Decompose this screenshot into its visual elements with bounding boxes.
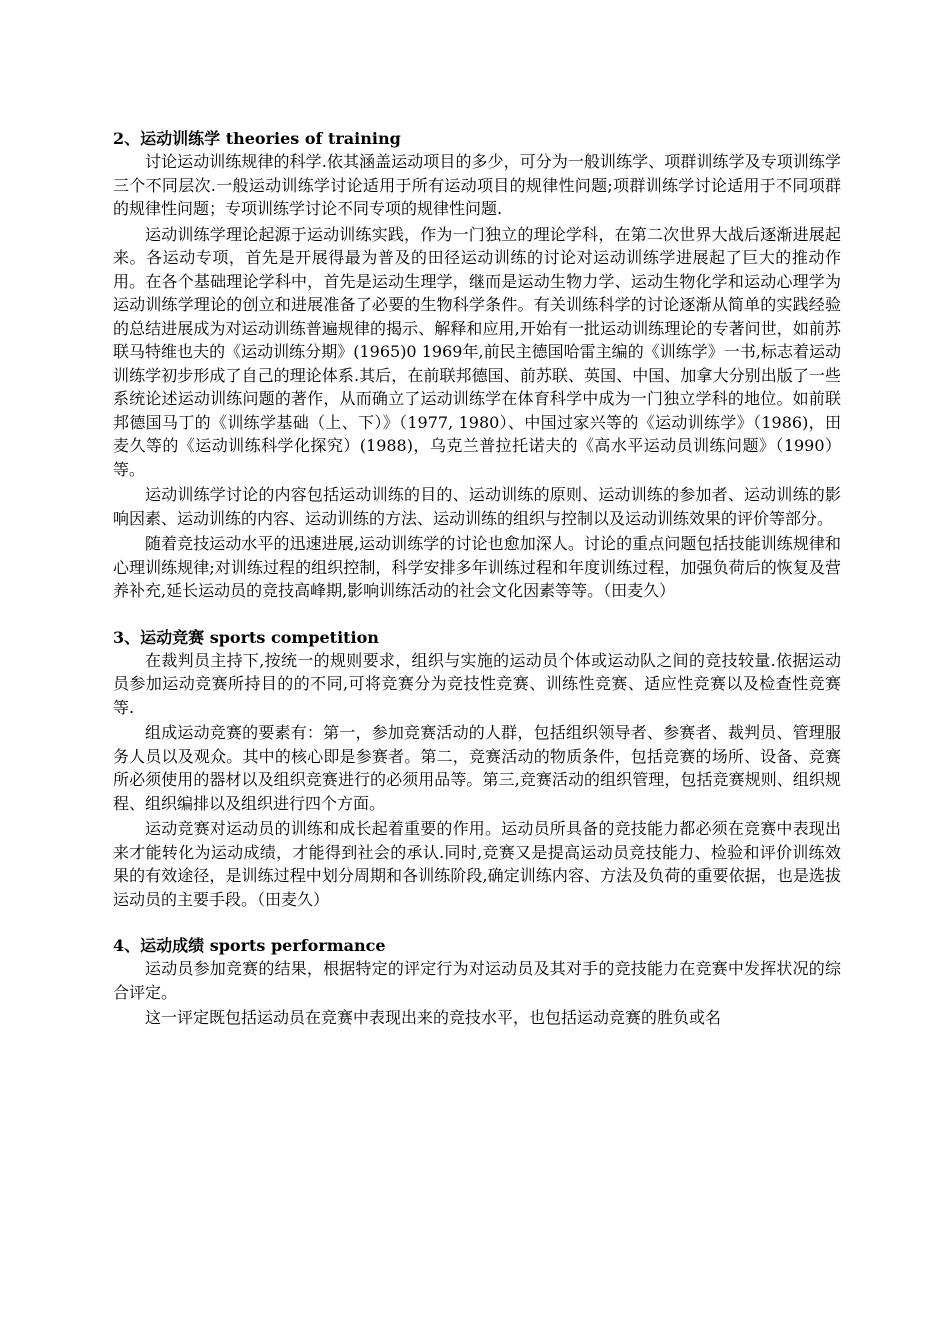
paragraph: 组成运动竞赛的要素有：第一，参加竞赛活动的人群，包括组织领导者、参赛者、裁判员、管理服务人员以及观众。其中的核心即是参赛者。第二，竞赛活动的物质条件，包括竞赛的场所、设备、竞赛所必须使用的器材以及组织竞赛进行的必须用品等。第三,竞赛活动的组织管理，包括竞赛规则、组织规程、组织编排以及组织进行四个方面。 [113,723,841,813]
paragraph: 讨论运动训练规律的科学.依其涵盖运动项目的多少，可分为一般训练学、项群训练学及专项训练学三个不同层次.一般运动训练学讨论适用于所有运动项目的规律性问题;项群训练学讨论适用于不同项群的规律性问题；专项训练学讨论不同专项的规律性问题. [113,152,841,218]
section-spacer [113,913,841,935]
document-page [113,128,841,1032]
section-sports-competition [113,627,841,912]
paragraph: 运动竞赛对运动员的训练和成长起着重要的作用。运动员所具备的竞技能力都必须在竞赛中表现出来才能转化为运动成绩，才能得到社会的承认.同时,竞赛又是提高运动员竞技能力、检验和评价训练效果的有效途径，是训练过程中划分周期和各训练阶段,确定训练内容、方法及负荷的重要依据，也是选拔运动员的主要手段。（田麦久） [113,819,841,909]
paragraph: 在裁判员主持下,按统一的规则要求，组织与实施的运动员个体或运动队之间的竞技较量.依据运动员参加运动竞赛所持目的的不同,可将竞赛分为竞技性竞赛、训练性竞赛、适应性竞赛以及检查性竞赛等. [113,650,841,717]
paragraph: 随着竞技运动水平的迅速进展,运动训练学的讨论也愈加深人。讨论的重点问题包括技能训练规律和心理训练规律;对训练过程的组织控制，科学安排多年训练过程和年度训练过程，加强负荷后的恢复及营养补充,延长运动员的竞技高峰期,影响训练活动的社会文化因素等等。（田麦久） [113,534,841,600]
section-heading: 4、运动成绩 sports performance [113,936,386,955]
paragraph: 运动训练学讨论的内容包括运动训练的目的、运动训练的原则、运动训练的参加者、运动训练的影响因素、运动训练的内容、运动训练的方法、运动训练的组织与控制以及运动训练效果的评价等部分。 [113,485,841,528]
paragraph: 运动员参加竞赛的结果，根据特定的评定行为对运动员及其对手的竞技能力在竞赛中发挥状况的综合评定。 [113,959,841,1002]
paragraph: 运动训练学理论起源于运动训练实践，作为一门独立的理论学科，在第二次世界大战后逐渐进展起来。各运动专项，首先是开展得最为普及的田径运动训练的讨论对运动训练学进展起了巨大的推动作用。在各个基础理论学科中，首先是运动生理学，继而是运动生物力学、运动生物化学和运动心理学为运动训练学理论的创立和进展准备了必要的生物科学条件。有关训练科学的讨论逐渐从简单的实践经验的总结进展成为对运动训练普遍规律的揭示、解释和应用,开始有一批运动训练理论的专著问世，如前苏联马特维也夫的《运动训练分期》(1965)0 1969年,前民主德国哈雷主编的《训练学》一书,标志着运动训练学初步形成了自己的理论体系.其后，在前联邦德国、前苏联、英国、中国、加拿大分别出版了一些系统论述运动训练问题的著作，从而确立了运动训练学在体育科学中成为一门独立学科的地位。如前联邦德国马丁的《训练学基础（上、下）》（1977, 1980）、中国过家兴等的《运动训练学》（1986)，田麦久等的《运动训练科学化探究）(1988)，乌克兰普拉托诺夫的《高水平运动员训练问题》（1990）等。 [113,224,841,479]
section-sports-performance [113,935,841,1030]
section-theories-of-training [113,128,841,603]
paragraph: 这一评定既包括运动员在竞赛中表现出来的竞技水平，也包括运动竞赛的胜负或名 [145,1008,722,1027]
section-spacer [113,605,841,627]
section-heading: 3、运动竞赛 sports competition [113,627,379,647]
section-heading: 2、运动训练学 theories of training [113,129,401,148]
